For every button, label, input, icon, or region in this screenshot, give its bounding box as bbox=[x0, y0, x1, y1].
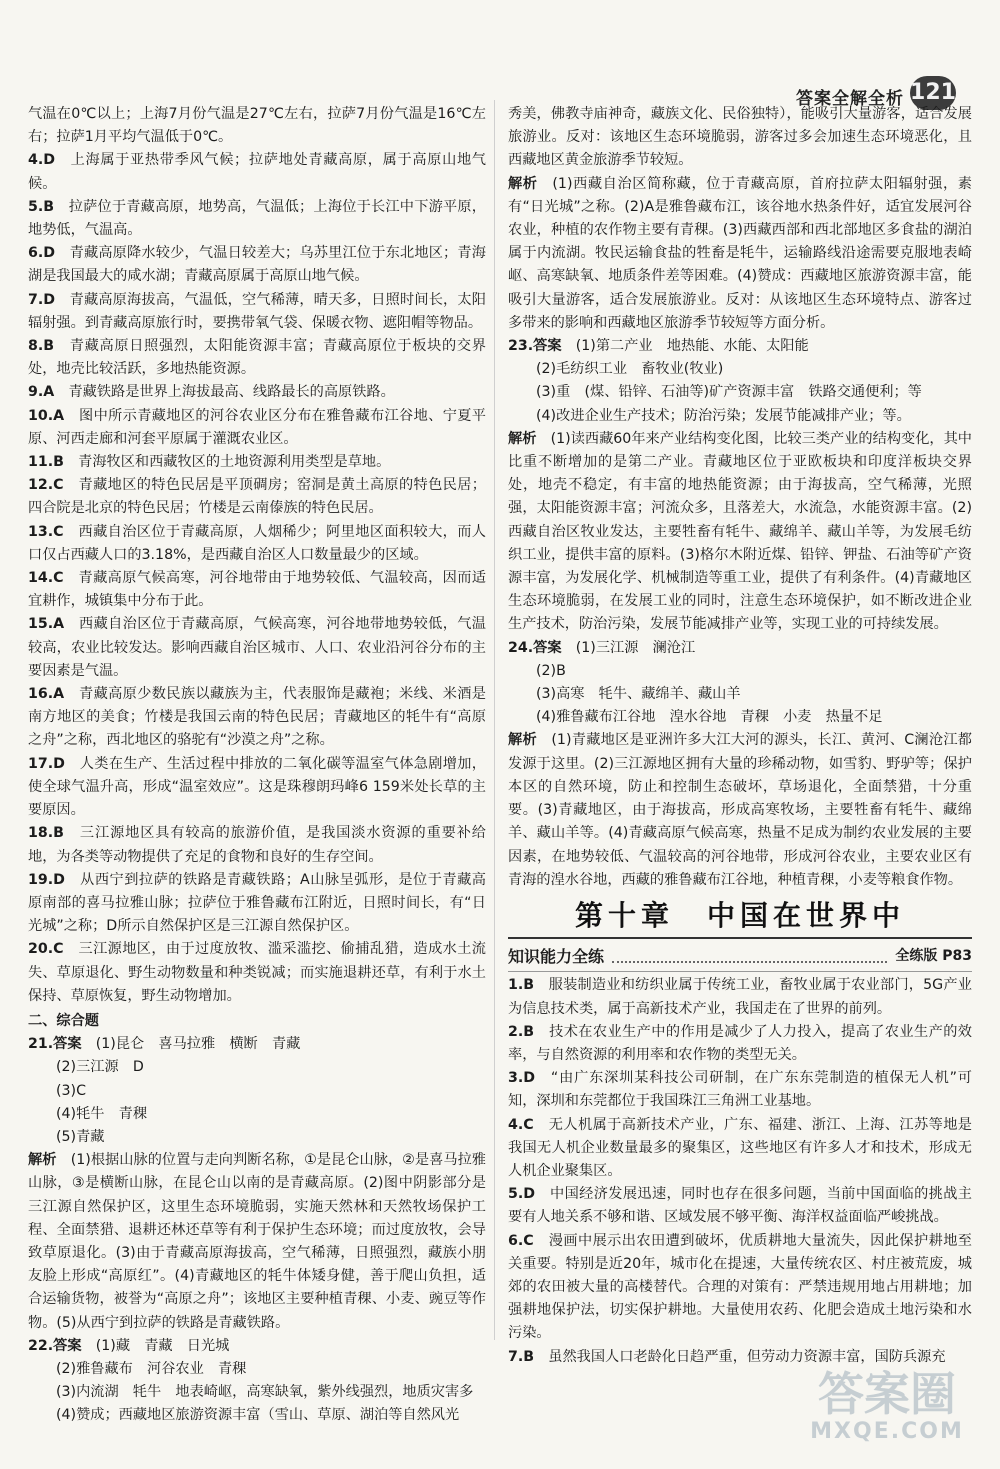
analysis-label: 解析 bbox=[28, 1152, 57, 1169]
analysis-label: 解析 bbox=[508, 732, 537, 749]
answer-number: 15.A bbox=[28, 616, 65, 633]
answer-line: (3)C bbox=[56, 1082, 87, 1099]
answer-number: 17.D bbox=[28, 755, 65, 772]
right-column bbox=[508, 103, 972, 1369]
answer-text: 青海牧区和西藏牧区的土地资源利用类型是草地。 bbox=[78, 454, 391, 471]
answer-item bbox=[28, 1335, 486, 1358]
answer-number: 7.D bbox=[28, 291, 56, 308]
answer-line: (1)三江源 澜沧江 bbox=[575, 639, 696, 656]
watermark-logo: 答案圈 bbox=[818, 1367, 956, 1421]
answer-line: (2)B bbox=[536, 662, 566, 679]
answer-text: 三江源地区具有较高的旅游价值，是我国淡水资源的重要补给地，为各类等动物提供了充足的食物和良好的生存空间。 bbox=[28, 825, 486, 865]
answer-item bbox=[28, 521, 486, 567]
answer-key-label: 答案 bbox=[53, 1036, 82, 1053]
answer-line: (1)昆仑 喜马拉雅 横断 青藏 bbox=[95, 1036, 301, 1053]
answer-number: 8.B bbox=[28, 338, 55, 355]
answer-number: 10.A bbox=[28, 407, 65, 424]
answer-line: (1)藏 青藏 日光城 bbox=[95, 1337, 230, 1354]
chapter-rule bbox=[508, 937, 972, 939]
answer-number: 5.D bbox=[508, 1186, 536, 1203]
answer-text: 青藏高原海拔高，气温低，空气稀薄，晴天多，日照时间长，太阳辐射强。到青藏高原旅行时，要携带氧气袋、保暖衣物、遮阳帽等物品。 bbox=[28, 291, 486, 331]
answer-item bbox=[28, 1033, 486, 1056]
answer-line: (3)高寒 牦牛、藏绵羊、藏山羊 bbox=[536, 686, 741, 703]
answer-item bbox=[28, 938, 486, 1008]
answer-text: 从西宁到拉萨的铁路是青藏铁路；A山脉呈弧形，是位于青藏高原南部的喜马拉雅山脉；拉萨位于雅鲁藏布江附近，日照时间长，有“日光城”之称；D所示自然保护区是三江源自然保护区。 bbox=[28, 871, 486, 935]
analysis-block bbox=[508, 173, 972, 335]
site-watermark bbox=[792, 1369, 982, 1447]
answer-key-label: 答案 bbox=[533, 639, 562, 656]
answer-item bbox=[28, 335, 486, 381]
answer-item bbox=[508, 974, 972, 1020]
page-number-badge: 121 bbox=[910, 76, 956, 110]
answer-number: 18.B bbox=[28, 825, 64, 842]
answer-text: 虽然我国人口老龄化日趋严重，但劳动力资源丰富，国防兵源充 bbox=[548, 1348, 946, 1365]
answer-number: 19.D bbox=[28, 871, 65, 888]
answer-text: “由广东深圳某科技公司研制，在广东东莞制造的植保无人机”可知，深圳和东莞都位于我国珠江三角洲工业基地。 bbox=[508, 1070, 972, 1110]
analysis-label: 解析 bbox=[508, 430, 537, 447]
answer-item bbox=[28, 474, 486, 520]
answer-text: 青藏高原降水较少，气温日较差大；乌苏里江位于东北地区；青海湖是我国最大的咸水湖；青藏高原属于高原山地气候。 bbox=[28, 245, 486, 285]
answer-key-label: 答案 bbox=[533, 338, 562, 355]
answer-text: 图中所示青藏地区的河谷农业区分布在雅鲁藏布江谷地、宁夏平原、河西走廊和河套平原属于灌溉农业区。 bbox=[28, 407, 486, 447]
answer-number: 14.C bbox=[28, 570, 64, 587]
answer-item bbox=[28, 405, 486, 451]
answer-text: 青藏高原少数民族以藏族为主，代表服饰是藏袍；米线、米酒是南方地区的美食；竹楼是我国云南的特色民居；青藏地区的牦牛有“高原之舟”之称，西北地区的骆驼有“沙漠之舟”之称。 bbox=[28, 686, 486, 749]
answer-line: (3)内流湖 牦牛 地表崎岖，高寒缺氧，紫外线强烈，地质灾害多 bbox=[56, 1384, 474, 1401]
answer-item bbox=[28, 567, 486, 613]
answer-number: 12.C bbox=[28, 477, 64, 494]
answer-number: 11.B bbox=[28, 454, 64, 471]
answer-text: 青藏地区的特色民居是平顶碉房；窑洞是黄土高原的特色民居；四合院是北京的特色民居；竹楼是云南傣族的特色民居。 bbox=[28, 477, 486, 517]
answer-text: 青藏高原日照强烈，太阳能资源丰富；青藏高原位于板块的交界处，地壳比较活跃，多地热能资源。 bbox=[28, 338, 486, 378]
answer-number: 6.C bbox=[508, 1232, 534, 1249]
answer-line: (2)雅鲁藏布 河谷农业 青稞 bbox=[56, 1360, 247, 1377]
section-heading: 二、综合题 bbox=[28, 1012, 99, 1029]
answer-number: 24. bbox=[508, 639, 534, 656]
answer-item bbox=[508, 1230, 972, 1346]
answer-item bbox=[28, 451, 486, 474]
answer-number: 6.D bbox=[28, 245, 56, 262]
answer-number: 20.C bbox=[28, 941, 64, 958]
answer-number: 4.D bbox=[28, 152, 56, 169]
answer-number: 2.B bbox=[508, 1023, 535, 1040]
answer-item bbox=[508, 335, 972, 358]
analysis-block bbox=[28, 1149, 486, 1335]
left-column bbox=[28, 103, 486, 1428]
answer-item bbox=[28, 683, 486, 753]
answer-number: 23. bbox=[508, 338, 534, 355]
analysis-text: (1)读西藏60年来产业结构变化图，比较三类产业的结构变化，其中比重不断增加的是第二产业。青藏地区位于亚欧板块和印度洋板块交界处，地壳不稳定，有丰富的地热能资源；由于海拔高，空气稀薄，光照强，太阳能资源丰富；河流众多，且落差大，水流急，水能资源丰富。(2)西藏自治区牧业发达，主要牲畜有牦牛、藏绵羊、藏山羊等，为发展毛纺织工业，提供丰富的原料。(3)格尔木附近煤、铅锌、钾盐、石油等矿产资源丰富，为发展化学、机械制造等重工业，提供了有利条件。(4)青藏地区生态环境脆弱，在发展工业的同时，注意生态环境保护，如不断改进企业生产技术，防治污染，发展节能减排产业等，实现工业的可持续发展。 bbox=[508, 430, 972, 633]
answer-number: 7.B bbox=[508, 1348, 535, 1365]
section-title: 知识能力全练 bbox=[508, 947, 605, 967]
answer-item bbox=[28, 869, 486, 939]
answer-text: 人类在生产、生活过程中排放的二氧化碳等温室气体急剧增加，使全球气温升高，形成“温室效应”。这是珠穆朗玛峰6 159米处长草的主要原因。 bbox=[28, 755, 486, 819]
analysis-text: (1)根据山脉的位置与走向判断名称，①是昆仑山脉，②是喜马拉雅山脉，③是横断山脉，在昆仑山以南的是青藏高原。(2)图中阴影部分是三江源自然保护区，这里生态环境脆弱，实施天然林和天然牧场保护工程、全面禁猎、退耕还林还草等有利于保护生态环境；而过度放牧，会导致草原退化。(3)由于青藏高原海拔高，空气稀薄，日照强烈，藏族小朋友脸上形成“高原红”。(4)青藏地区的牦牛体矮身健，善于爬山负担，适合运输货物，被誉为“高原之舟”；该地区主要种植青稞、小麦、豌豆等作物。(5)从西宁到拉萨的铁路是青藏铁路。 bbox=[28, 1152, 486, 1331]
answer-item bbox=[508, 637, 972, 660]
answer-key-label: 答案 bbox=[53, 1337, 82, 1354]
column-divider bbox=[494, 100, 495, 1340]
answer-line: (1)第二产业 地热能、水能、太阳能 bbox=[575, 338, 809, 355]
answer-item bbox=[28, 381, 486, 404]
answer-text: 西藏自治区位于青藏高原，气候高寒，河谷地带地势较低，气温较高，农业比较发达。影响西藏自治区城市、人口、农业沿河谷分布的主要因素是气温。 bbox=[28, 616, 486, 679]
answer-text: 青藏铁路是世界上海拔最高、线路最长的高原铁路。 bbox=[68, 384, 395, 401]
answer-number: 9.A bbox=[28, 384, 55, 401]
answer-item bbox=[508, 1346, 972, 1369]
answer-item bbox=[508, 1114, 972, 1184]
answer-text: 漫画中展示出农田遭到破坏，优质耕地大量流失，因此保护耕地至关重要。特别是近20年，城市化在提速，大量传统农区、村庄被荒废，城郊的农田被大量的高楼替代。合理的对策有：严禁违规用地占用耕地；加强耕地保护法，切实保护耕地。大量使用农药、化肥会造成土地污染和水污染。 bbox=[508, 1232, 972, 1342]
answer-text: 无人机属于高新技术产业，广东、福建、浙江、上海、江苏等地是我国无人机企业数量最多的聚集区，这些地区有许多人才和技术，形成无人机企业聚集区。 bbox=[508, 1116, 972, 1179]
answer-line: (4)雅鲁藏布江谷地 湟水谷地 青稞 小麦 热量不足 bbox=[536, 709, 883, 726]
analysis-block bbox=[508, 729, 972, 891]
answer-item bbox=[508, 1021, 972, 1067]
answer-line: (2)毛纺织工业 畜牧业(牧业) bbox=[536, 361, 724, 378]
answer-item bbox=[28, 613, 486, 683]
answer-number: 21. bbox=[28, 1036, 54, 1053]
continued-text: 气温在0℃以上；上海7月份气温是27℃左右，拉萨7月份气温是16℃左右；拉萨1月平均气温低于0℃。 bbox=[28, 106, 486, 146]
header-title: 答案全解全析 bbox=[796, 89, 904, 109]
answer-line: (4)赞成；西藏地区旅游资源丰富（雪山、草原、湖泊等自然风光 bbox=[56, 1407, 460, 1424]
answer-line: (4)改进企业生产技术；防治污染；发展节能减排产业；等。 bbox=[536, 407, 911, 424]
section-version-ref: 全练版 P83 bbox=[895, 948, 972, 965]
answer-text: 服装制造业和纺织业属于传统工业，畜牧业属于农业部门，5G产业为信息技术类，属于高新技术产业，我国走在了世界的前列。 bbox=[508, 977, 972, 1017]
answer-item bbox=[28, 822, 486, 868]
answer-item bbox=[28, 753, 486, 823]
answer-line: (4)牦牛 青稞 bbox=[56, 1105, 148, 1122]
answer-text: 上海属于亚热带季风气候；拉萨地处青藏高原，属于高原山地气候。 bbox=[28, 152, 486, 192]
answer-line: (3)重 (煤、铅锌、石油等)矿产资源丰富 铁路交通便利；等 bbox=[536, 384, 922, 401]
answer-text: 三江源地区，由于过度放牧、滥采滥挖、偷捕乱猎，造成水土流失、草原退化、野生动物数量和种类锐减；而实施退耕还草，有利于水土保持、草原恢复，野生动物增加。 bbox=[28, 941, 486, 1004]
analysis-text: (1)西藏自治区简称藏，位于青藏高原，首府拉萨太阳辐射强，素有“日光城”之称。(2)A是雅鲁藏布江，该谷地水热条件好，适宜发展河谷农业，种植的农作物主要有青稞。(3)西藏西部和西北部地区多食盐的湖泊属于内流湖。牧民运输食盐的牲畜是牦牛，运输路线沿途需要克服地表崎岖、高寒缺氧、地质条件差等困难。(4)赞成：西藏地区旅游资源丰富，能吸引大量游客，适合发展旅游业。反对：从该地区生态环境特点、游客过多带来的影响和西藏地区旅游季节较短等方面分析。 bbox=[508, 175, 972, 331]
answer-item bbox=[28, 289, 486, 335]
answer-line: (2)三江源 D bbox=[56, 1059, 144, 1076]
continued-text: 秀美，佛教寺庙神奇，藏族文化、民俗独特），能吸引大量游客，适合发展旅游业。反对：该地区生态环境脆弱，游客过多会加速生态环境恶化，且西藏地区黄金旅游季节较短。 bbox=[508, 106, 972, 169]
answer-text: 技术在农业生产中的作用是减少了人力投入，提高了农业生产的效率，与自然资源的利用率和农作物的类型无关。 bbox=[508, 1023, 972, 1063]
answer-item bbox=[28, 149, 486, 195]
analysis-block bbox=[508, 428, 972, 637]
chapter-title: 第十章 中国在世界中 bbox=[574, 898, 905, 932]
answer-number: 5.B bbox=[28, 198, 55, 215]
answer-number: 3.D bbox=[508, 1070, 536, 1087]
section-bar bbox=[508, 945, 972, 972]
answer-number: 16.A bbox=[28, 686, 65, 703]
analysis-text: (1)青藏地区是亚洲许多大江大河的源头，长江、黄河、C澜沧江都发源于这里。(2)三江源地区拥有大量的珍稀动物，如雪豹、野驴等；保护本区的自然环境，防止和控制生态破坏，草场退化，全面禁猎，十分重要。(3)青藏地区，由于海拔高，形成高寒牧场，主要牲畜有牦牛、藏绵羊、藏山羊等。(4)青藏高原气候高寒，热量不足成为制约农业发展的主要因素，在地势较低、气温较高的河谷地带，形成河谷农业，主要农业区有青海的湟水谷地，西藏的雅鲁藏布江谷地，种植青稞，小麦等粮食作物。 bbox=[508, 732, 972, 888]
answer-text: 拉萨位于青藏高原，地势高，气温低；上海位于长江中下游平原，地势低，气温高。 bbox=[28, 198, 486, 239]
watermark-url: MXQE.COM bbox=[810, 1419, 964, 1444]
analysis-label: 解析 bbox=[508, 175, 538, 192]
answer-text: 西藏自治区位于青藏高原，人烟稀少；阿里地区面积较大，而人口仅占西藏人口的3.18%，是西藏自治区人口数量最少的区域。 bbox=[28, 523, 486, 563]
answer-item bbox=[508, 1067, 972, 1113]
dotted-leader bbox=[612, 951, 887, 963]
answer-number: 13.C bbox=[28, 523, 64, 540]
answer-item bbox=[28, 242, 486, 288]
answer-item bbox=[508, 1183, 972, 1229]
answer-number: 4.C bbox=[508, 1116, 534, 1133]
answer-text: 青藏高原气候高寒，河谷地带由于地势较低、气温较高，因而适宜耕作，城镇集中分布于此。 bbox=[28, 570, 486, 610]
answer-item bbox=[28, 196, 486, 242]
answer-number: 1.B bbox=[508, 977, 535, 994]
answer-text: 中国经济发展迅速，同时也存在很多问题，当前中国面临的挑战主要有人地关系不够和谐、区域发展不够平衡、海洋权益面临严峻挑战。 bbox=[508, 1186, 972, 1226]
answer-line: (5)青藏 bbox=[56, 1128, 105, 1145]
answer-number: 22. bbox=[28, 1337, 54, 1354]
